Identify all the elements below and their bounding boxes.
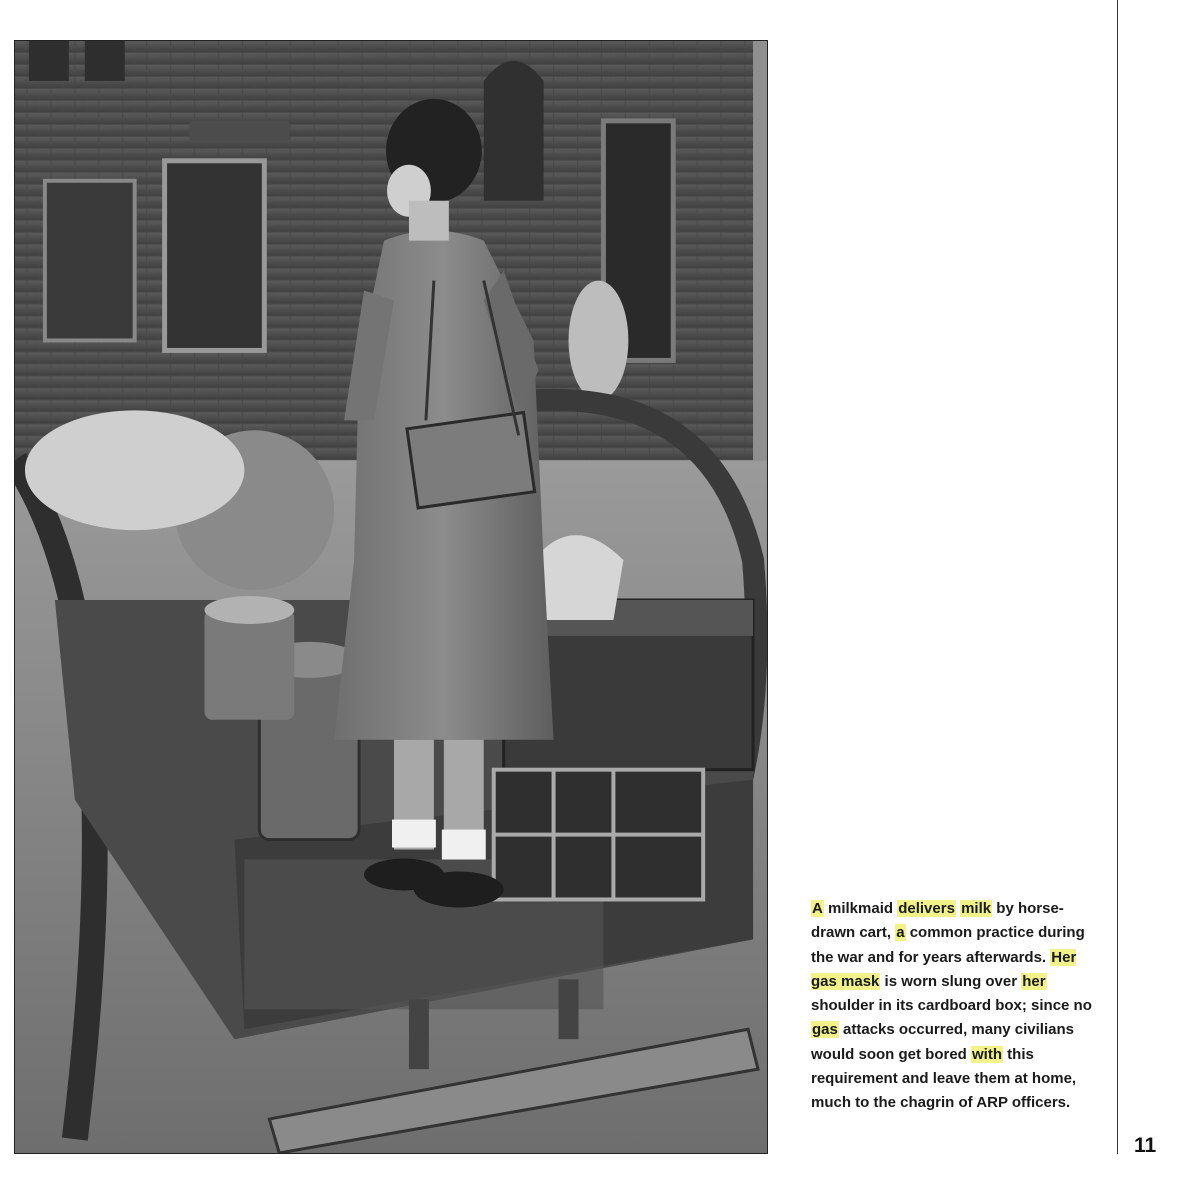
highlighted-text: her	[1022, 972, 1046, 990]
caption-text: shoulder in its cardboard box; since no	[811, 997, 1092, 1015]
highlighted-text: gas	[812, 1021, 838, 1039]
caption-text: by horse-drawn cart,	[811, 900, 1064, 942]
vertical-divider	[1117, 0, 1118, 1154]
highlighted-text: delivers	[898, 900, 955, 917]
highlighted-text: A	[812, 900, 823, 917]
page-number: 11	[1134, 1134, 1157, 1157]
highlighted-text: with	[972, 1045, 1002, 1063]
milkmaid-cart-photo	[15, 41, 767, 1153]
highlighted-text: Her gas mask	[811, 948, 1077, 990]
photo-caption	[811, 897, 1101, 1116]
caption-text: attacks occurred, many civilians would soon get bored	[811, 1021, 1074, 1063]
photograph	[14, 40, 768, 1154]
highlighted-text: a	[896, 924, 905, 942]
caption-text: milkmaid	[823, 900, 898, 917]
caption-text: common practice during the war and for years afterwards.	[811, 924, 1085, 966]
caption-text: is worn slung over	[880, 972, 1022, 990]
highlighted-text: milk	[961, 900, 992, 917]
caption-text: this requirement and leave them at home, much to the chagrin of ARP officers.	[811, 1045, 1077, 1112]
